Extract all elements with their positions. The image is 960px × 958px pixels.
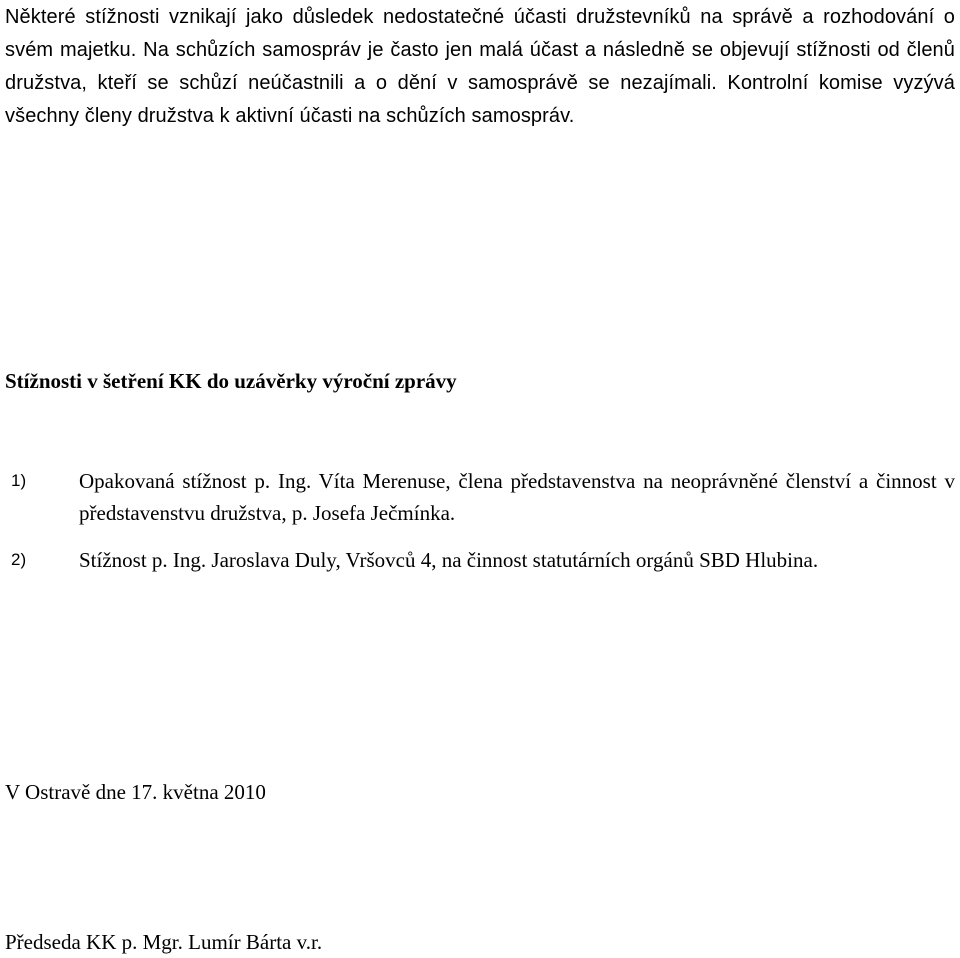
list-item-text: Stížnost p. Ing. Jaroslava Duly, Vršovců 4, na činnost statutárních orgánů SBD Hlubina. [79, 548, 819, 572]
list-item [5, 544, 955, 576]
list-item-text: Opakovaná stížnost p. Ing. Víta Merenuse, člena představenstva na neoprávněné členství a činnost v představenstvu družstva, p. Josefa Ječmínka. [79, 469, 955, 525]
list-item [5, 465, 955, 529]
list-item-number: 2) [11, 550, 27, 569]
place-date: V Ostravě dne 17. května 2010 [5, 780, 266, 804]
signature-line: Předseda KK p. Mgr. Lumír Bárta v.r. [5, 930, 323, 954]
section-heading: Stížnosti v šetření KK do uzávěrky výroční zprávy [5, 369, 457, 393]
list-item-number: 1) [11, 471, 27, 490]
intro-paragraph [5, 0, 955, 132]
intro-text: Některé stížnosti vznikají jako důsledek nedostatečné účasti družstevníků na správě a rozhodování o svém majetku. Na schůzích samospráv je často jen malá účast a následně se objevují stížnosti od členů družstva, kteří se schůzí neúčastnili a o dění v samosprávě se nezajímali. Kontrolní komise vyzývá všechny členy družstva k aktivní účasti na schůzích samospráv. [5, 6, 955, 127]
